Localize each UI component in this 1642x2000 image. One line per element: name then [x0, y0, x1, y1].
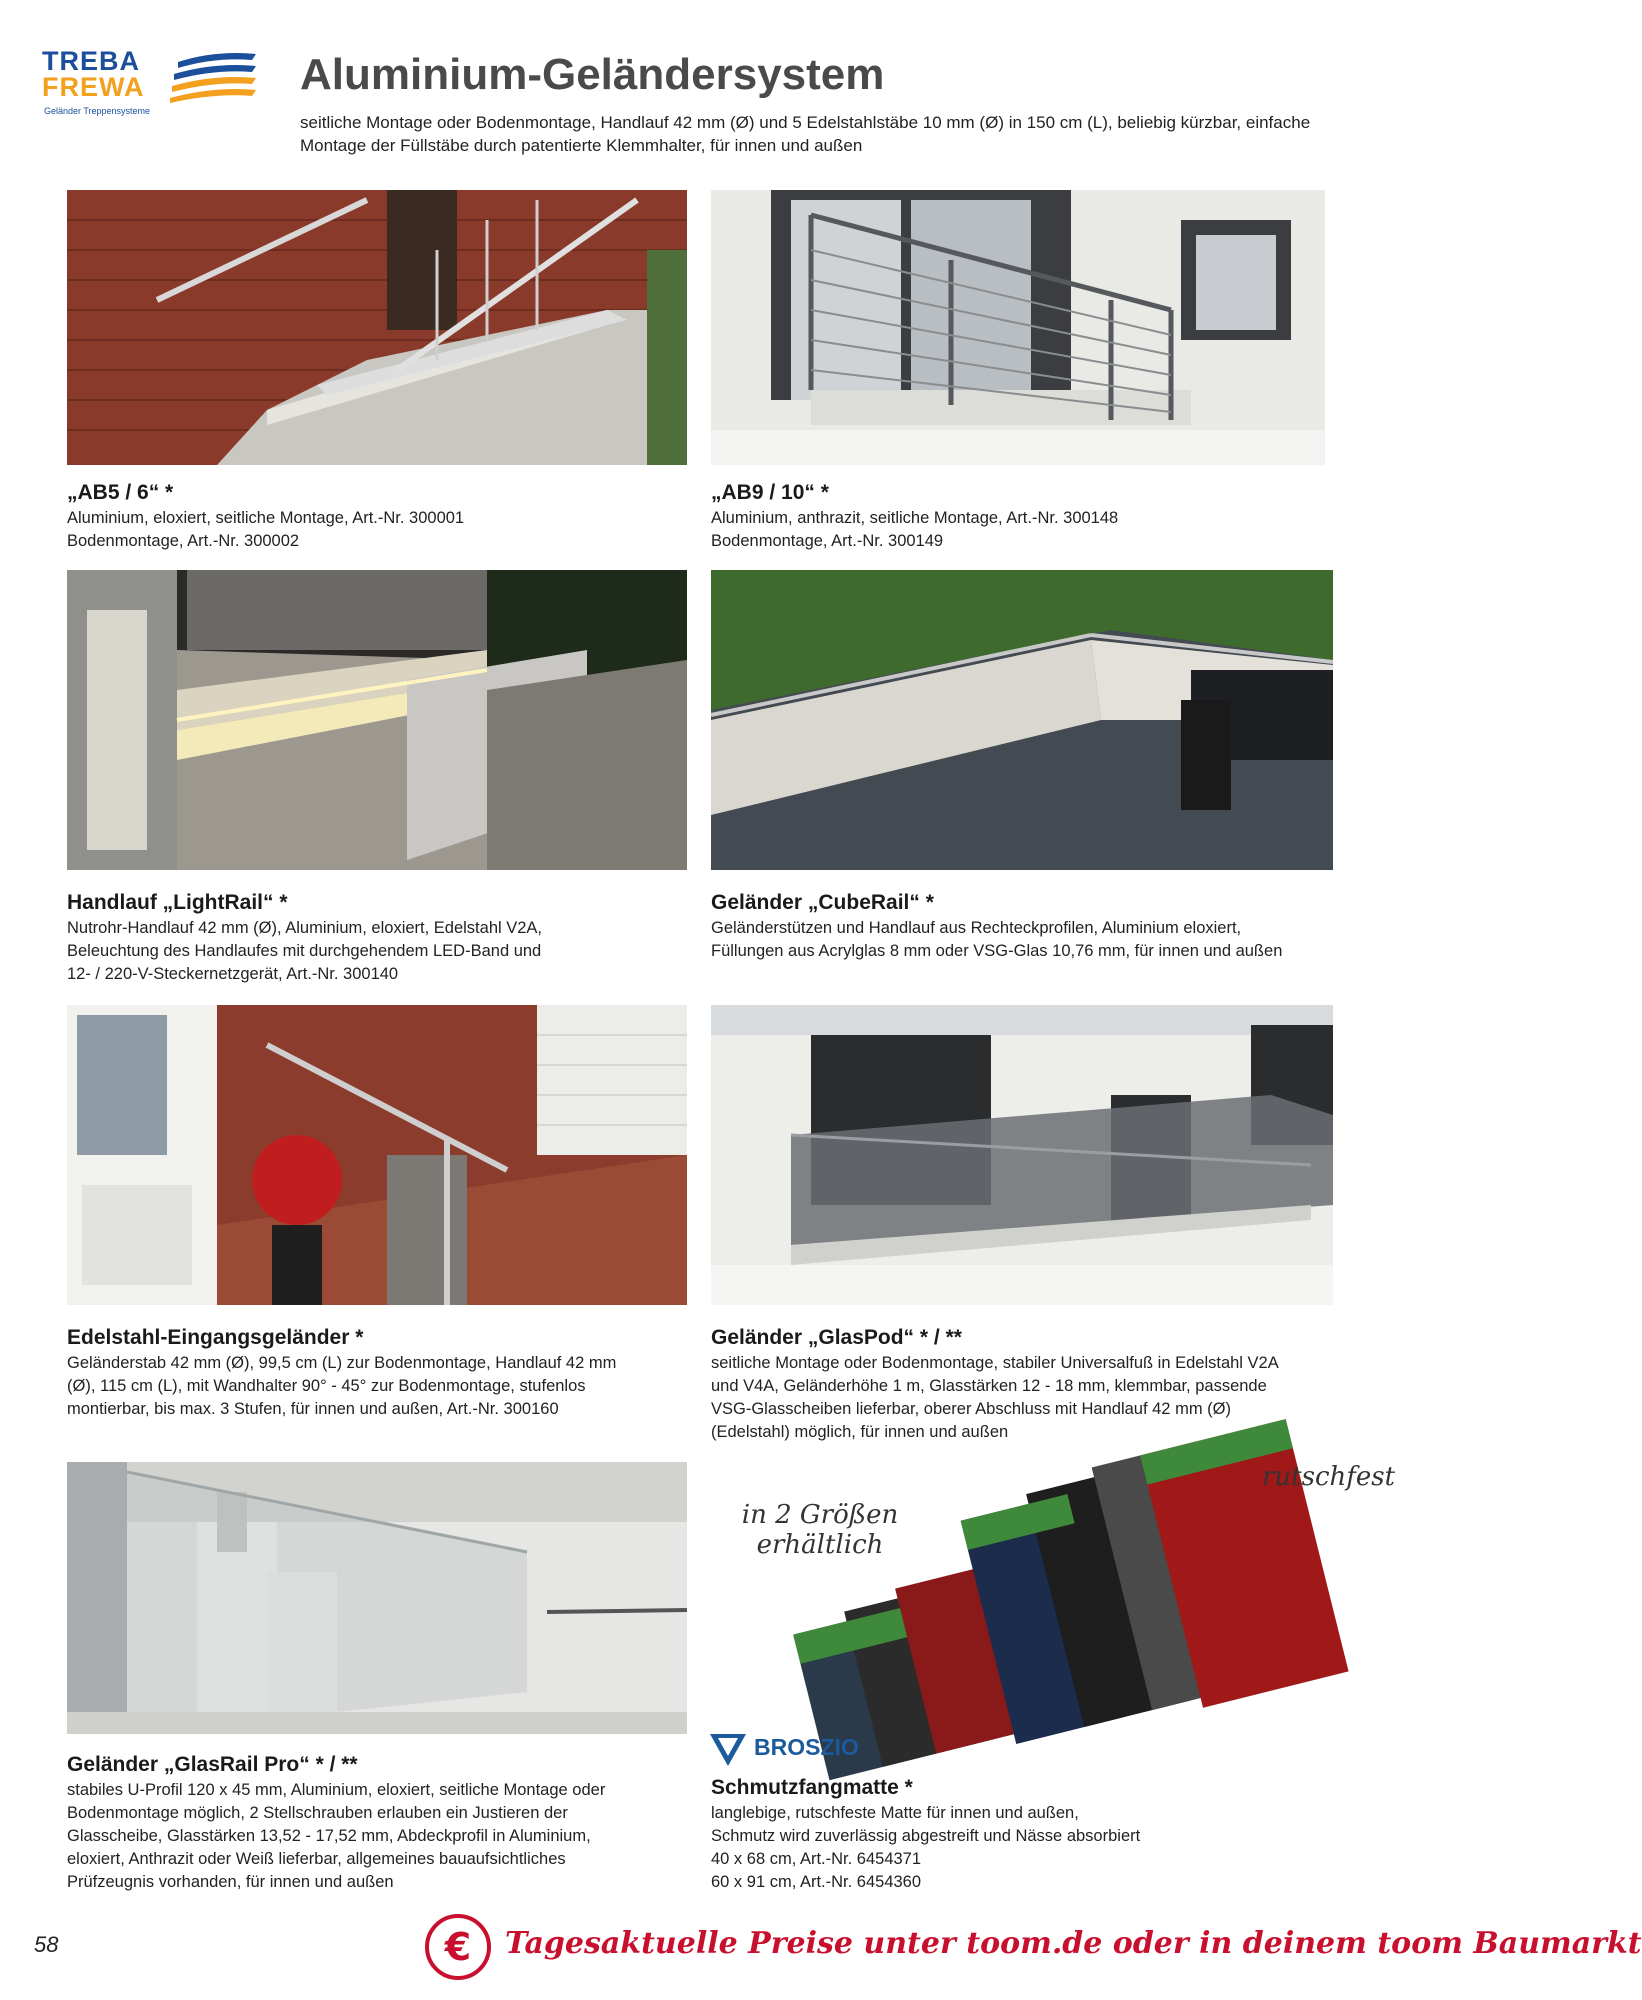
product-desc-line: eloxiert, Anthrazit oder Weiß lieferbar, allgemeines bauaufsichtliches: [67, 1850, 566, 1868]
page-subtitle: seitliche Montage oder Bodenmontage, Handlauf 42 mm (Ø) und 5 Edelstahlstäbe 10 mm (Ø) in 150 cm (L), beliebig kürzbar, einfache Montage der Füllstäbe durch patentierte Klemmhalter, für innen und außen: [300, 113, 1311, 155]
product-glasrail-pro: [67, 1752, 687, 1894]
product-desc-line: stabiles U-Profil 120 x 45 mm, Aluminium, eloxiert, seitliche Montage oder: [67, 1781, 606, 1799]
logo-line-2: FREWA: [42, 72, 145, 102]
page-title: Aluminium-Geländersystem: [300, 50, 885, 99]
product-name: Geländer „GlasRail Pro“ * / **: [67, 1753, 358, 1776]
product-desc-line: Bodenmontage, Art.-Nr. 300002: [67, 532, 300, 550]
product-name: „AB5 / 6“ *: [67, 481, 174, 504]
logo-line-1: TREBA: [42, 46, 140, 76]
photo-cuberail: [711, 570, 1333, 870]
product-desc-line: und V4A, Geländerhöhe 1 m, Glasstärken 12 - 18 mm, klemmbar, passende: [711, 1377, 1267, 1395]
product-name: Geländer „CubeRail“ *: [711, 891, 934, 914]
euro-icon: €: [425, 1914, 491, 1980]
product-schmutzfangmatte: [711, 1775, 1331, 1894]
product-desc-line: 12- / 220-V-Steckernetzgerät, Art.-Nr. 300140: [67, 965, 399, 983]
product-desc-line: Geländerstützen und Handlauf aus Rechteckprofilen, Aluminium eloxiert,: [711, 919, 1242, 937]
mat-sizes-callout: [725, 1500, 915, 1560]
trebafrewa-logo: [42, 46, 262, 126]
product-ab9-10: [711, 480, 1331, 553]
mat-sizes-line-2: erhältlich: [756, 1530, 884, 1560]
product-desc-line: montierbar, bis max. 3 Stufen, für innen und außen, Art.-Nr. 300160: [67, 1400, 559, 1418]
product-desc-line: Geländerstab 42 mm (Ø), 99,5 cm (L) zur Bodenmontage, Handlauf 42 mm: [67, 1354, 617, 1372]
broszio-logo: [708, 1728, 859, 1768]
product-desc-line: Prüfzeugnis vorhanden, für innen und außen: [67, 1873, 394, 1891]
product-desc-line: (Edelstahl) möglich, für innen und außen: [711, 1423, 1009, 1441]
photo-eingangsgelaender: [67, 1005, 687, 1305]
product-desc-line: 40 x 68 cm, Art.-Nr. 6454371: [711, 1850, 922, 1868]
product-desc-line: Glasscheibe, Glasstärken 13,52 - 17,52 mm, Abdeckprofil in Aluminium,: [67, 1827, 591, 1845]
product-name: Handlauf „LightRail“ *: [67, 891, 288, 914]
photo-ab9-10: [711, 190, 1325, 465]
broszio-triangle-icon: [708, 1728, 748, 1768]
broszio-wordmark: BROSZIO: [754, 1734, 859, 1760]
photo-glaspod: [711, 1005, 1333, 1305]
product-desc-line: 60 x 91 cm, Art.-Nr. 6454360: [711, 1873, 922, 1891]
logo-swoosh-icon: [170, 48, 260, 104]
product-desc-line: seitliche Montage oder Bodenmontage, stabiler Universalfuß in Edelstahl V2A: [711, 1354, 1279, 1372]
mat-sizes-line-1: in 2 Größen: [741, 1500, 899, 1530]
product-desc-line: Nutrohr-Handlauf 42 mm (Ø), Aluminium, eloxiert, Edelstahl V2A,: [67, 919, 543, 937]
product-name: „AB9 / 10“ *: [711, 481, 829, 504]
product-eingangsgelaender: [67, 1325, 687, 1421]
mat-nonslip-callout: rutschfest: [1262, 1462, 1396, 1492]
product-desc-line: Aluminium, anthrazit, seitliche Montage, Art.-Nr. 300148: [711, 509, 1119, 527]
page-number: 58: [34, 1932, 59, 1957]
photo-ab5-6: [67, 190, 687, 465]
product-name: Schmutzfangmatte *: [711, 1776, 913, 1799]
product-desc-line: Beleuchtung des Handlaufes mit durchgehendem LED-Band und: [67, 942, 542, 960]
product-glaspod: [711, 1325, 1331, 1444]
photo-lightrail: [67, 570, 687, 870]
product-desc-line: Aluminium, eloxiert, seitliche Montage, Art.-Nr. 300001: [67, 509, 465, 527]
product-cuberail: [711, 890, 1331, 963]
footer-slogan: Tagesaktuelle Preise unter toom.de oder in deinem toom Baumarkt: [505, 1926, 1642, 1961]
logo-tagline: Geländer Treppensysteme: [44, 106, 151, 116]
product-lightrail: [67, 890, 687, 986]
product-desc-line: Bodenmontage, Art.-Nr. 300149: [711, 532, 944, 550]
product-name: Geländer „GlasPod“ * / **: [711, 1326, 962, 1349]
product-desc-line: Schmutz wird zuverlässig abgestreift und Nässe absorbiert: [711, 1827, 1141, 1845]
product-desc-line: VSG-Glasscheiben lieferbar, oberer Abschluss mit Handlauf 42 mm (Ø): [711, 1400, 1231, 1418]
product-name: Edelstahl-Eingangsgeländer *: [67, 1326, 364, 1349]
product-desc-line: Füllungen aus Acrylglas 8 mm oder VSG-Glas 10,76 mm, für innen und außen: [711, 942, 1283, 960]
product-desc-line: langlebige, rutschfeste Matte für innen und außen,: [711, 1804, 1079, 1822]
product-desc-line: Bodenmontage möglich, 2 Stellschrauben erlauben ein Justieren der: [67, 1804, 568, 1822]
photo-glasrail-pro: [67, 1462, 687, 1734]
product-ab5-6: [67, 480, 687, 553]
product-desc-line: (Ø), 115 cm (L), mit Wandhalter 90° - 45° zur Bodenmontage, stufenlos: [67, 1377, 586, 1395]
